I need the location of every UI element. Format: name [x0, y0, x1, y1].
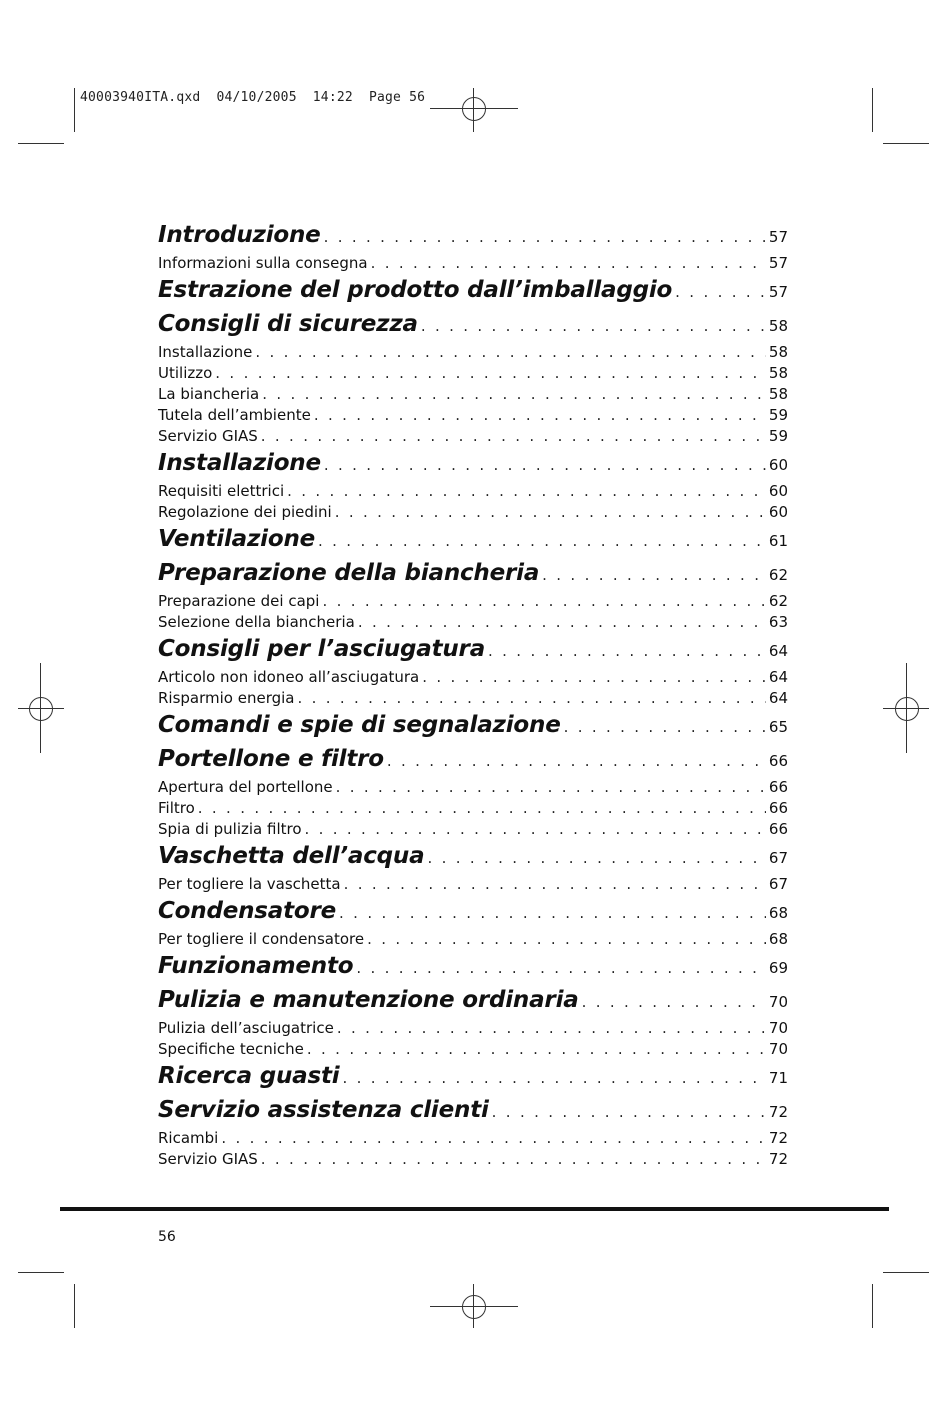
crop-mark-top-left-vertical — [74, 88, 75, 132]
dot-leader — [337, 1019, 766, 1037]
toc-entry-page: 72 — [768, 1150, 788, 1168]
toc-entry-page: 57 — [768, 228, 788, 246]
toc-section-entry — [158, 526, 788, 558]
toc-entry-title: Filtro — [158, 799, 195, 817]
toc-subsection-entry — [158, 482, 788, 503]
toc-subsection-entry — [158, 1019, 788, 1040]
toc-section-entry — [158, 277, 788, 309]
dot-leader — [255, 343, 766, 361]
dot-leader — [198, 799, 766, 817]
toc-section-entry — [158, 560, 788, 592]
dot-leader — [564, 718, 766, 736]
crop-mark-bottom-left-horizontal — [18, 1272, 64, 1273]
page-number: 56 — [158, 1229, 176, 1245]
dot-leader — [356, 959, 766, 977]
toc-entry-page: 69 — [768, 959, 788, 977]
toc-entry-page: 61 — [768, 532, 788, 550]
registration-circle-top — [462, 97, 486, 121]
toc-entry-title: Informazioni sulla consegna — [158, 254, 368, 272]
toc-entry-page: 58 — [768, 385, 788, 403]
toc-section-entry — [158, 953, 788, 985]
toc-entry-title: Vaschetta dell’acqua — [158, 843, 425, 869]
toc-subsection-entry — [158, 592, 788, 613]
toc-entry-page: 66 — [768, 752, 788, 770]
dot-leader — [387, 752, 766, 770]
toc-entry-title: Ricambi — [158, 1129, 219, 1147]
toc-section-entry — [158, 987, 788, 1019]
dot-leader — [314, 406, 766, 424]
toc-subsection-entry — [158, 343, 788, 364]
toc-subsection-entry — [158, 875, 788, 896]
dot-leader — [427, 849, 765, 867]
toc-entry-page: 72 — [768, 1103, 788, 1121]
toc-entry-title: Estrazione del prodotto dall’imballaggio — [158, 277, 673, 303]
toc-section-entry — [158, 311, 788, 343]
toc-entry-page: 57 — [768, 254, 788, 272]
dot-leader — [262, 385, 766, 403]
toc-entry-page: 63 — [768, 613, 788, 631]
toc-entry-title: Portellone e filtro — [158, 746, 384, 772]
toc-section-entry — [158, 222, 788, 254]
toc-entry-title: Articolo non idoneo all’asciugatura — [158, 668, 420, 686]
toc-entry-title: Per togliere la vaschetta — [158, 875, 341, 893]
toc-entry-title: Servizio GIAS — [158, 427, 258, 445]
toc-subsection-entry — [158, 364, 788, 385]
dot-leader — [422, 668, 766, 686]
dot-leader — [307, 1040, 766, 1058]
dot-leader — [324, 456, 766, 474]
toc-entry-title: Selezione della biancheria — [158, 613, 355, 631]
toc-section-entry — [158, 898, 788, 930]
toc-section-entry — [158, 1063, 788, 1095]
toc-entry-page: 62 — [768, 566, 788, 584]
toc-entry-title: Preparazione dei capi — [158, 592, 320, 610]
dot-leader — [336, 778, 766, 796]
toc-section-entry — [158, 843, 788, 875]
toc-entry-title: Apertura del portellone — [158, 778, 333, 796]
dot-leader — [488, 642, 766, 660]
toc-entry-title: Pulizia e manutenzione ordinaria — [158, 987, 579, 1013]
toc-entry-page: 60 — [768, 456, 788, 474]
toc-entry-title: Specifiche tecniche — [158, 1040, 304, 1058]
toc-entry-page: 60 — [768, 482, 788, 500]
toc-entry-page: 57 — [768, 283, 788, 301]
dot-leader — [335, 503, 766, 521]
toc-entry-page: 59 — [768, 406, 788, 424]
toc-entry-title: Ricerca guasti — [158, 1063, 340, 1089]
toc-subsection-entry — [158, 613, 788, 634]
toc-entry-title: Per togliere il condensatore — [158, 930, 365, 948]
dot-leader — [261, 1150, 766, 1168]
dot-leader — [324, 228, 766, 246]
dot-leader — [261, 427, 766, 445]
registration-circle-bottom — [462, 1295, 486, 1319]
toc-entry-title: Spia di pulizia filtro — [158, 820, 302, 838]
dot-leader — [542, 566, 766, 584]
toc-entry-page: 60 — [768, 503, 788, 521]
toc-entry-title: Utilizzo — [158, 364, 213, 382]
toc-entry-page: 68 — [768, 904, 788, 922]
dot-leader — [322, 592, 765, 610]
dot-leader — [421, 317, 766, 335]
toc-subsection-entry — [158, 930, 788, 951]
dot-leader — [215, 364, 766, 382]
toc-entry-title: Risparmio energia — [158, 689, 295, 707]
toc-entry-title: Servizio GIAS — [158, 1150, 258, 1168]
toc-entry-title: Servizio assistenza clienti — [158, 1097, 489, 1123]
print-slug-line: 40003940ITA.qxd 04/10/2005 14:22 Page 56 — [80, 90, 426, 105]
toc-entry-page: 58 — [768, 343, 788, 361]
toc-entry-page: 70 — [768, 993, 788, 1011]
toc-entry-title: Consigli per l’asciugatura — [158, 636, 486, 662]
toc-entry-title: Introduzione — [158, 222, 321, 248]
toc-subsection-entry — [158, 254, 788, 275]
toc-entry-page: 70 — [768, 1019, 788, 1037]
dot-leader — [287, 482, 766, 500]
toc-entry-page: 66 — [768, 778, 788, 796]
footer-rule — [60, 1207, 889, 1211]
toc-entry-page: 64 — [768, 668, 788, 686]
toc-section-entry — [158, 746, 788, 778]
crop-mark-top-right-horizontal — [883, 143, 929, 144]
toc-entry-title: Installazione — [158, 343, 253, 361]
toc-subsection-entry — [158, 689, 788, 710]
dot-leader — [371, 254, 766, 272]
toc-entry-title: Requisiti elettrici — [158, 482, 285, 500]
crop-mark-bottom-right-horizontal — [883, 1272, 929, 1273]
dot-leader — [298, 689, 766, 707]
dot-leader — [675, 283, 766, 301]
toc-entry-page: 66 — [768, 799, 788, 817]
crop-mark-bottom-left-vertical — [74, 1284, 75, 1328]
toc-entry-title: Regolazione dei piedini — [158, 503, 332, 521]
toc-entry-title: Comandi e spie di segnalazione — [158, 712, 561, 738]
toc-entry-page: 67 — [768, 849, 788, 867]
dot-leader — [367, 930, 766, 948]
toc-subsection-entry — [158, 778, 788, 799]
toc-subsection-entry — [158, 1129, 788, 1150]
toc-entry-title: Preparazione della biancheria — [158, 560, 540, 586]
dot-leader — [492, 1103, 766, 1121]
toc-entry-title: Ventilazione — [158, 526, 316, 552]
toc-entry-page: 70 — [768, 1040, 788, 1058]
toc-entry-page: 64 — [768, 642, 788, 660]
toc-subsection-entry — [158, 1040, 788, 1061]
dot-leader — [339, 904, 766, 922]
toc-subsection-entry — [158, 799, 788, 820]
dot-leader — [305, 820, 766, 838]
toc-entry-page: 58 — [768, 364, 788, 382]
toc-section-entry — [158, 636, 788, 668]
toc-entry-page: 72 — [768, 1129, 788, 1147]
dot-leader — [221, 1129, 766, 1147]
registration-circle-left — [29, 697, 53, 721]
toc-subsection-entry — [158, 427, 788, 448]
dot-leader — [358, 613, 766, 631]
toc-entry-title: Consigli di sicurezza — [158, 311, 418, 337]
toc-section-entry — [158, 1097, 788, 1129]
toc-section-entry — [158, 450, 788, 482]
toc-subsection-entry — [158, 668, 788, 689]
toc-entry-title: Funzionamento — [158, 953, 354, 979]
toc-entry-page: 65 — [768, 718, 788, 736]
crop-mark-top-right-vertical — [872, 88, 873, 132]
toc-entry-page: 58 — [768, 317, 788, 335]
dot-leader — [318, 532, 766, 550]
toc-entry-page: 71 — [768, 1069, 788, 1087]
toc-entry-title: La biancheria — [158, 385, 260, 403]
toc-section-entry — [158, 712, 788, 744]
toc-entry-title: Tutela dell’ambiente — [158, 406, 311, 424]
toc-subsection-entry — [158, 385, 788, 406]
toc-entry-page: 64 — [768, 689, 788, 707]
toc-subsection-entry — [158, 1150, 788, 1171]
dot-leader — [582, 993, 766, 1011]
toc-entry-page: 62 — [768, 592, 788, 610]
toc-subsection-entry — [158, 820, 788, 841]
toc-entry-title: Installazione — [158, 450, 321, 476]
registration-circle-right — [895, 697, 919, 721]
toc-subsection-entry — [158, 503, 788, 524]
toc-entry-title: Condensatore — [158, 898, 337, 924]
crop-mark-bottom-right-vertical — [872, 1284, 873, 1328]
toc-entry-title: Pulizia dell’asciugatrice — [158, 1019, 334, 1037]
dot-leader — [344, 875, 766, 893]
toc-entry-page: 67 — [768, 875, 788, 893]
table-of-contents — [158, 220, 788, 1171]
toc-entry-page: 66 — [768, 820, 788, 838]
dot-leader — [342, 1069, 765, 1087]
toc-entry-page: 68 — [768, 930, 788, 948]
toc-subsection-entry — [158, 406, 788, 427]
crop-mark-top-left-horizontal — [18, 143, 64, 144]
toc-entry-page: 59 — [768, 427, 788, 445]
